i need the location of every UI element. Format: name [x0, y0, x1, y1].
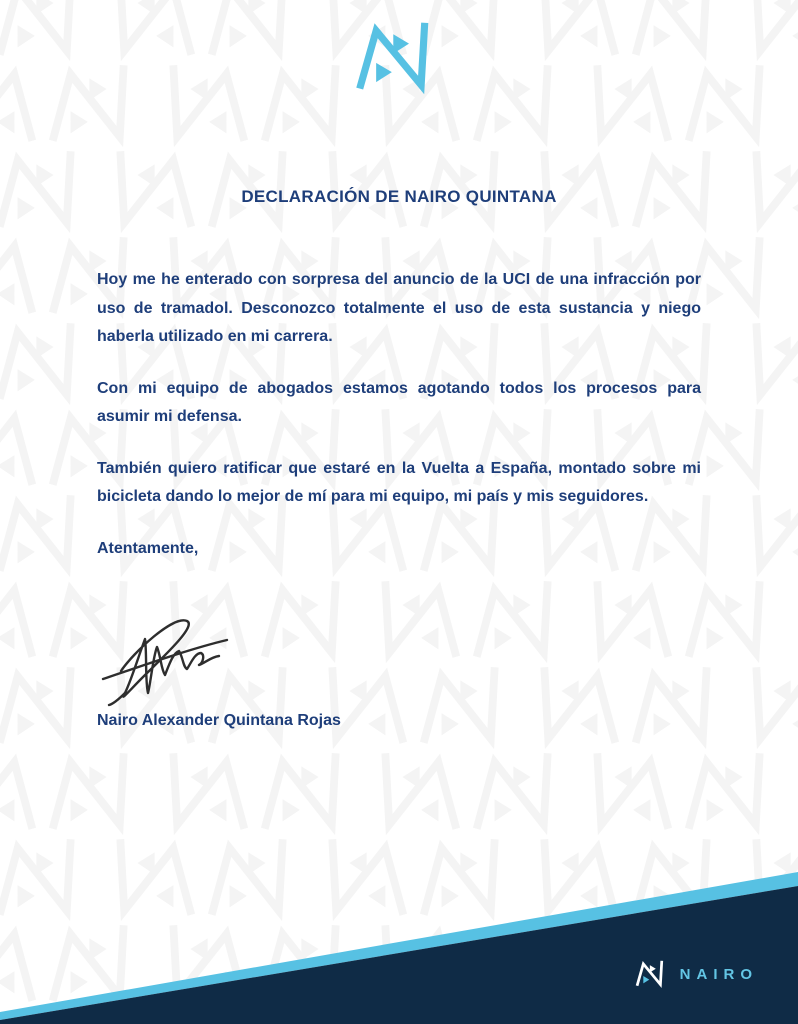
- paragraph-1: Hoy me he enterado con sorpresa del anuncio de la UCI de una infracción por uso de tramadol. Desconozco totalmente el uso de esta sustancia y niego haberla utilizado en mi carrera.: [97, 271, 701, 345]
- nairo-logo-icon: [349, 10, 449, 105]
- signature: [99, 609, 259, 707]
- letter-title: DECLARACIÓN DE NAIRO QUINTANA: [241, 187, 557, 206]
- closing-salutation: Atentamente,: [97, 539, 199, 557]
- signer-name: Nairo Alexander Quintana Rojas: [97, 712, 341, 729]
- footer-diagonal-band: [0, 864, 798, 1024]
- footer-nairo-icon: [633, 956, 671, 992]
- footer-brand-name: NAIRO: [679, 965, 758, 983]
- paragraph-3: También quiero ratificar que estaré en la Vuelta a España, montado sobre mi bicicleta dando lo mejor de mí para mi equipo, mi país y mis seguidores.: [97, 459, 701, 505]
- letter-body: [0, 266, 798, 736]
- footer-navy-band: [0, 886, 798, 1024]
- footer-brand: [633, 956, 758, 992]
- paragraph-2: Con mi equipo de abogados estamos agotando todos los procesos para asumir mi defensa.: [97, 379, 701, 425]
